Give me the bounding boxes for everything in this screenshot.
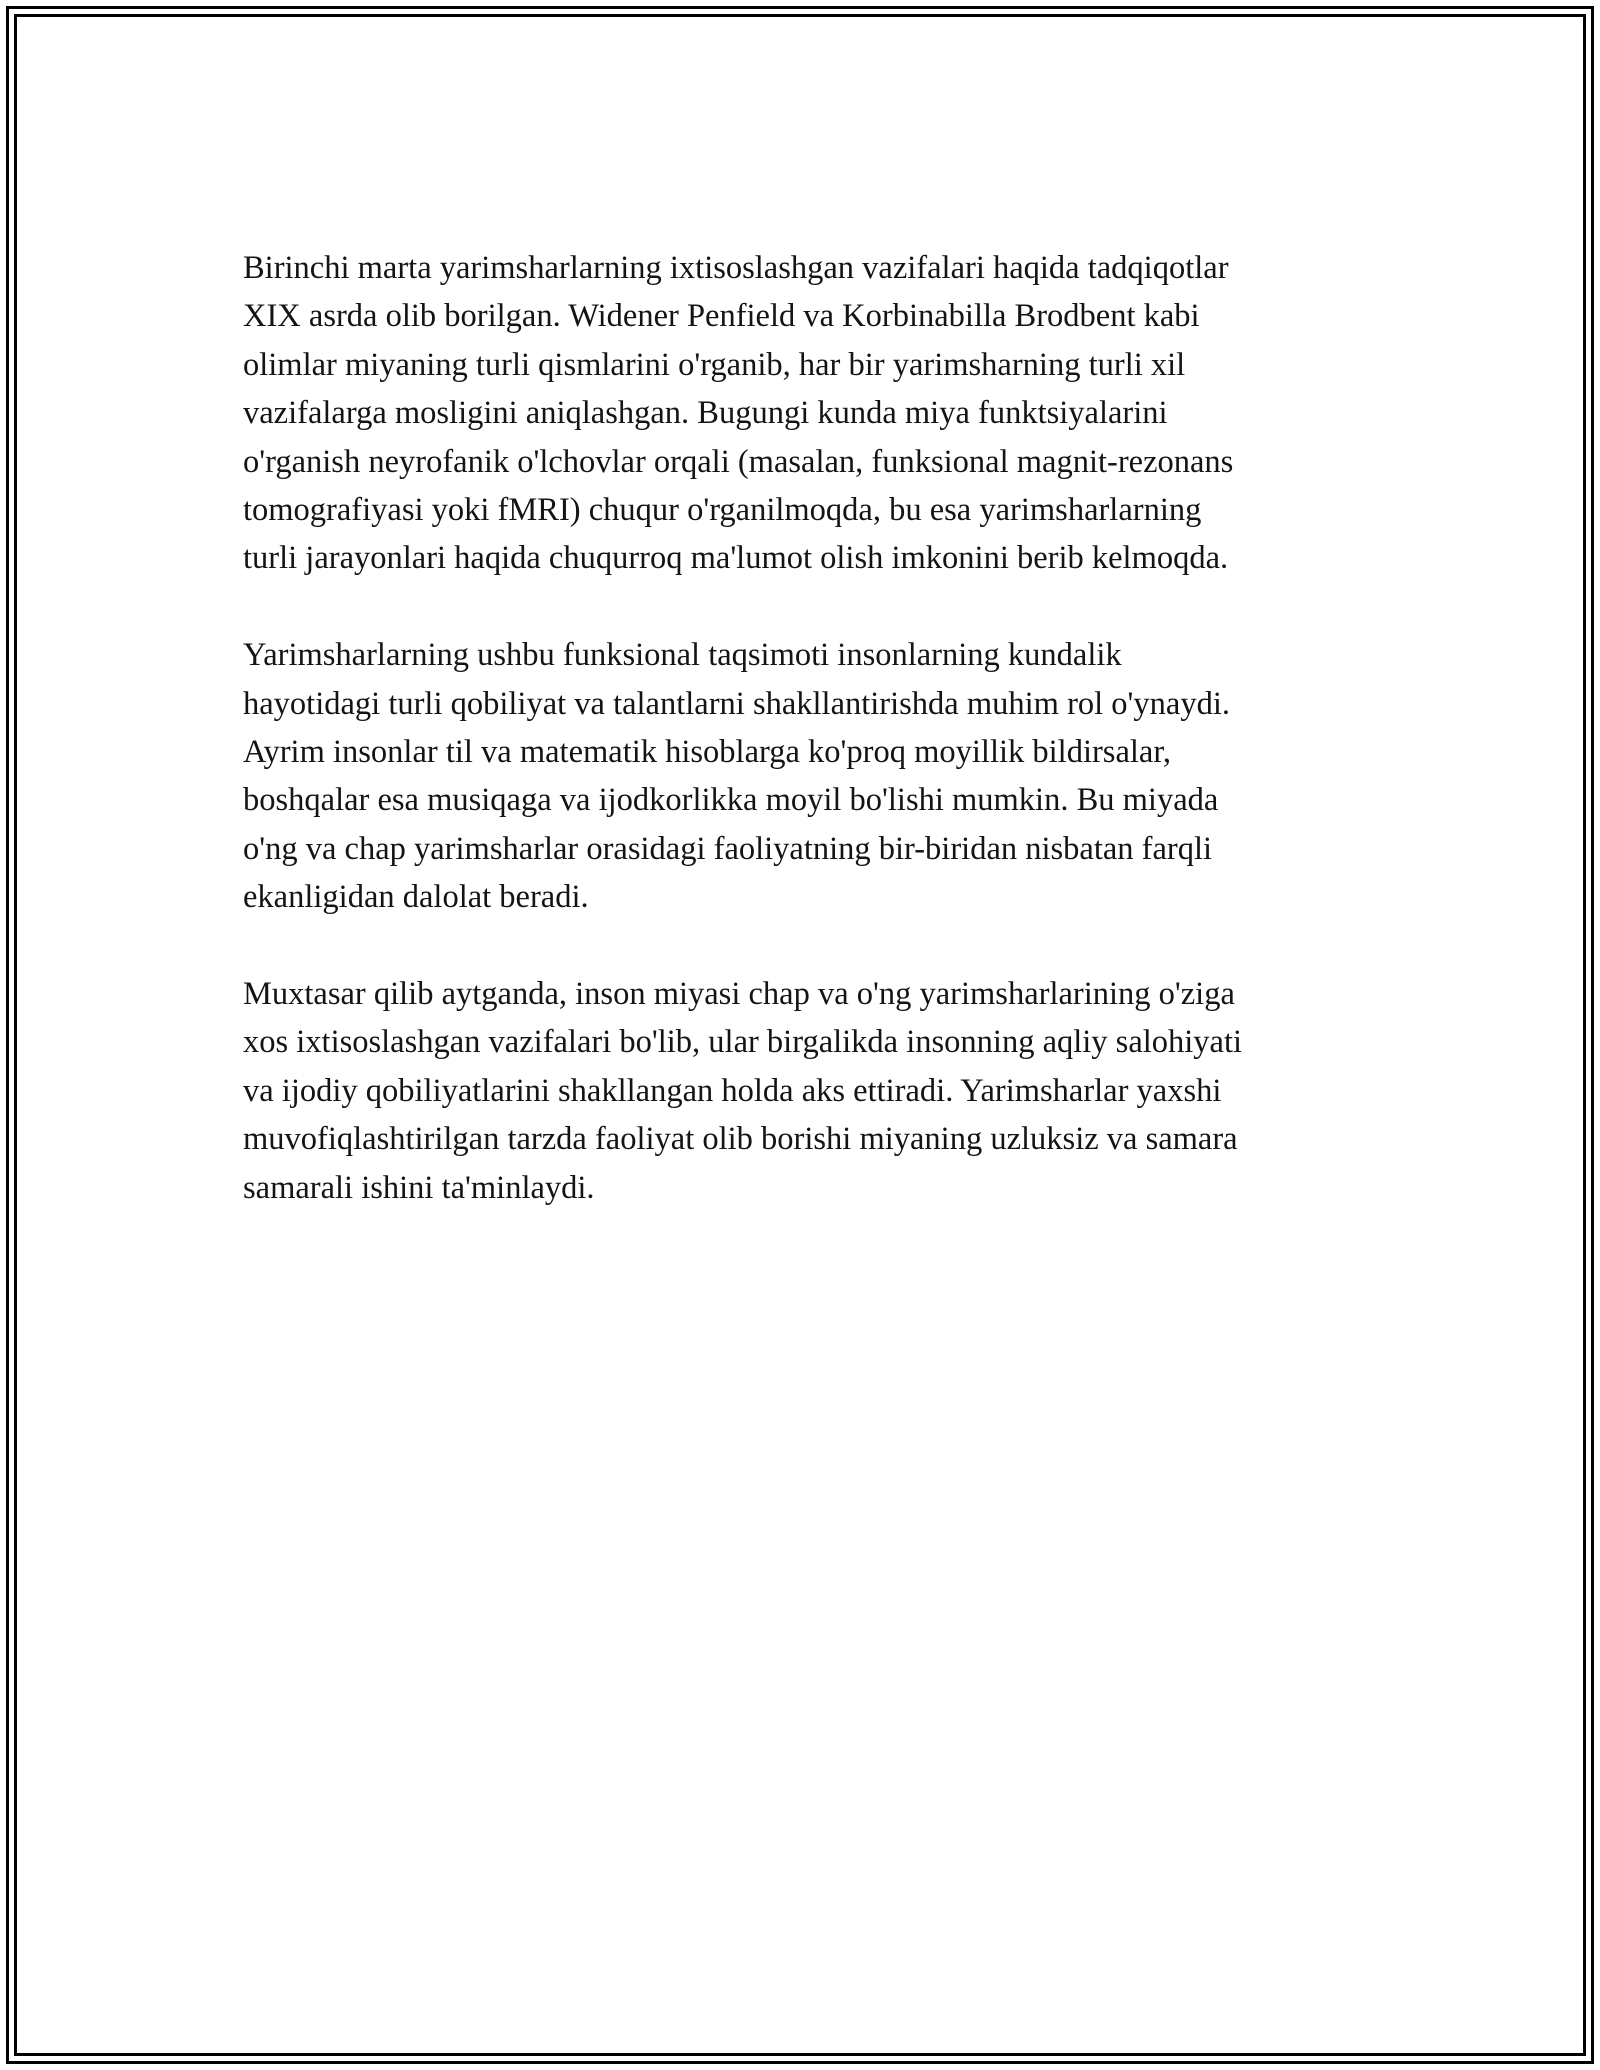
document-body xyxy=(243,244,1383,1260)
paragraph-line: ekanligidan dalolat beradi. xyxy=(243,879,589,916)
paragraph-line: tomografiyasi yoki fMRI) chuqur o'rganilmoqda, bu esa yarimsharlarning xyxy=(243,492,1202,529)
paragraph-line: XIX asrda olib borilgan. Widener Penfield va Korbinabilla Brodbent kabi xyxy=(243,298,1200,335)
paragraph-line: va ijodiy qobiliyatlarini shakllangan holda aks ettiradi. Yarimsharlar yaxshi xyxy=(243,1072,1222,1109)
paragraph-1 xyxy=(243,244,1383,583)
paragraph-line: Muxtasar qilib aytganda, inson miyasi chap va o'ng yarimsharlarining o'ziga xyxy=(243,976,1235,1013)
paragraph-2 xyxy=(243,631,1383,921)
paragraph-line: o'ng va chap yarimsharlar orasidagi faoliyatning bir-biridan nisbatan farqli xyxy=(243,830,1213,867)
paragraph-line: boshqalar esa musiqaga va ijodkorlikka moyil bo'lishi mumkin. Bu miyada xyxy=(243,782,1219,819)
paragraph-line: Ayrim insonlar til va matematik hisoblarga ko'proq moyillik bildirsalar, xyxy=(243,734,1171,771)
paragraph-line: turli jarayonlari haqida chuqurroq ma'lumot olish imkonini berib kelmoqda. xyxy=(243,540,1229,577)
paragraph-line: Yarimsharlarning ushbu funksional taqsimoti insonlarning kundalik xyxy=(243,637,1122,674)
paragraph-line: vazifalarga mosligini aniqlashgan. Bugungi kunda miya funktsiyalarini xyxy=(243,395,1168,432)
paragraph-line: olimlar miyaning turli qismlarini o'rganib, har bir yarimsharning turli xil xyxy=(243,346,1186,383)
paragraph-line: o'rganish neyrofanik o'lchovlar orqali (masalan, funksional magnit-rezonans xyxy=(243,443,1234,480)
paragraph-line: hayotidagi turli qobiliyat va talantlarni shakllantirishda muhim rol o'ynaydi. xyxy=(243,685,1230,722)
paragraph-line: samarali ishini ta'minlaydi. xyxy=(243,1169,595,1206)
paragraph-line: Birinchi marta yarimsharlarning ixtisoslashgan vazifalari haqida tadqiqotlar xyxy=(243,250,1229,286)
paragraph-line: muvofiqlashtirilgan tarzda faoliyat olib borishi miyaning uzluksiz va samara xyxy=(243,1121,1238,1158)
page-border xyxy=(6,6,1594,2064)
paragraph-line: xos ixtisoslashgan vazifalari bo'lib, ular birgalikda insonning aqliy salohiyati xyxy=(243,1024,1243,1061)
paragraph-3 xyxy=(243,970,1383,1212)
